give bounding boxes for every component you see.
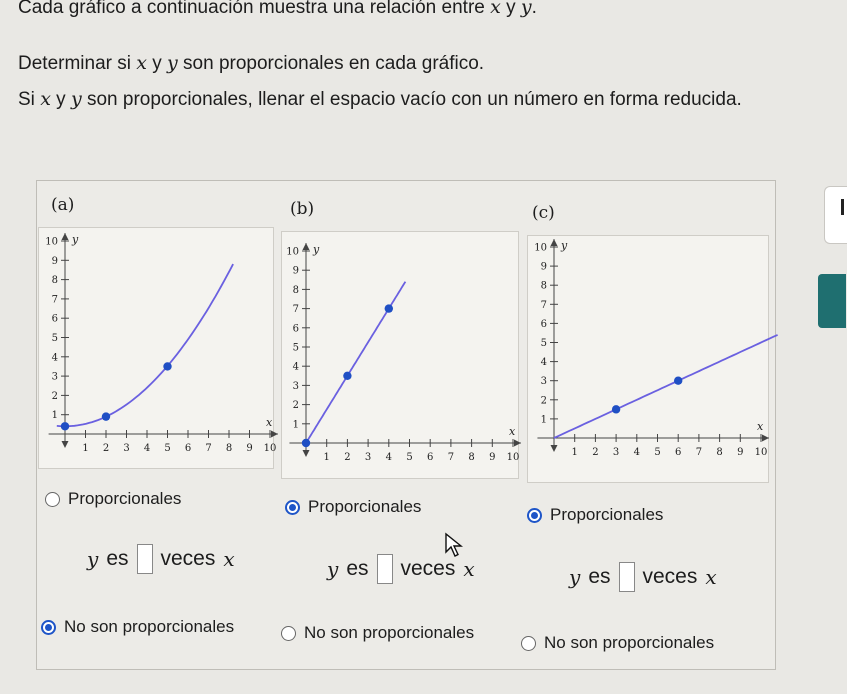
y-axis-arrow — [551, 239, 558, 246]
var-y: y — [70, 88, 82, 110]
var-x: x — [705, 565, 717, 589]
y-tick-label: 6 — [540, 318, 547, 330]
x-tick-label: 10 — [754, 447, 768, 458]
y-tick-label: 3 — [540, 376, 547, 388]
y-tick-label: 7 — [51, 294, 58, 306]
y-axis-down-arrow — [62, 441, 69, 448]
y-tick-label: 10 — [286, 246, 299, 258]
y-axis-down-arrow — [551, 445, 558, 452]
var-x: x — [463, 557, 475, 581]
sentence-b — [327, 554, 475, 584]
instruction-text: y — [50, 89, 71, 110]
x-tick-label: 5 — [406, 452, 413, 463]
y-axis-label: y — [72, 233, 79, 246]
x-tick-label: 8 — [468, 452, 475, 463]
instruction-text: Cada gráfico a continuación muestra una relación entre — [18, 0, 491, 18]
data-point — [61, 422, 69, 430]
instruction-text: Determinar si — [18, 53, 137, 74]
answer-input-c[interactable] — [619, 562, 635, 592]
data-point — [163, 362, 171, 370]
instruction-line-1 — [18, 0, 537, 19]
var-x: x — [490, 0, 501, 18]
y-tick-label: 9 — [51, 255, 58, 267]
x-tick-label: 2 — [592, 447, 599, 458]
instruction-line-3 — [18, 88, 742, 111]
x-tick-label: 7 — [205, 443, 212, 454]
x-tick-label: 3 — [123, 443, 130, 454]
bar-icon — [841, 199, 844, 215]
radio-label: No son proporcionales — [64, 617, 235, 636]
x-tick-label: 6 — [427, 452, 434, 463]
y-tick-label: 1 — [540, 414, 547, 426]
y-tick-label: 1 — [292, 419, 299, 431]
instruction-line-2 — [18, 52, 484, 75]
radio-circle[interactable] — [45, 492, 60, 507]
x-tick-label: 5 — [654, 447, 661, 458]
question-card — [36, 180, 776, 670]
y-axis-arrow — [62, 233, 69, 240]
word-es: es — [346, 557, 369, 580]
x-tick-label: 10 — [263, 443, 277, 454]
x-tick-label: 4 — [385, 452, 392, 463]
var-y: y — [569, 565, 581, 589]
y-tick-label: 6 — [292, 323, 299, 335]
answer-input-b[interactable] — [377, 554, 393, 584]
instruction-text: . — [531, 0, 537, 18]
x-tick-label: 9 — [246, 443, 253, 454]
radio-proportional-a[interactable] — [45, 489, 181, 509]
x-tick-label: 4 — [633, 447, 640, 458]
instruction-text: son proporcionales, llenar el espacio vacío con un número en forma reducida. — [81, 89, 742, 110]
radio-proportional-c[interactable] — [527, 505, 663, 525]
data-point — [385, 304, 393, 312]
y-tick-label: 9 — [540, 261, 547, 273]
radio-circle[interactable] — [281, 626, 296, 641]
data-point — [343, 372, 351, 380]
word-veces: veces — [400, 557, 456, 580]
radio-label: Proporcionales — [68, 489, 182, 508]
instruction-text: y — [500, 0, 521, 18]
y-tick-label: 7 — [540, 299, 547, 311]
y-axis-label: y — [561, 239, 568, 252]
x-tick-label: 9 — [489, 452, 496, 463]
data-point — [302, 439, 310, 447]
data-point — [102, 412, 110, 420]
y-tick-label: 8 — [292, 284, 299, 296]
x-axis-label: x — [757, 420, 764, 433]
y-axis-down-arrow — [303, 450, 310, 457]
side-panel-button[interactable] — [818, 274, 846, 328]
sentence-c — [569, 562, 717, 592]
var-x: x — [223, 547, 235, 571]
y-axis-arrow — [303, 243, 310, 250]
instruction-text: y — [146, 53, 168, 74]
var-x: x — [136, 52, 147, 74]
y-tick-label: 5 — [51, 333, 58, 344]
x-tick-label: 3 — [364, 452, 372, 463]
x-tick-label: 1 — [82, 443, 89, 454]
x-tick-label: 2 — [344, 452, 351, 463]
x-tick-label: 8 — [225, 443, 233, 454]
radio-not-proportional-c[interactable] — [521, 633, 714, 653]
instruction-text: son proporcionales en cada gráfico. — [177, 53, 485, 74]
y-tick-label: 10 — [45, 236, 58, 248]
y-tick-label: 3 — [51, 371, 58, 383]
x-axis-arrow — [514, 440, 521, 447]
answer-input-a[interactable] — [137, 544, 153, 574]
y-tick-label: 4 — [292, 361, 299, 373]
y-tick-label: 6 — [51, 313, 58, 325]
x-tick-label: 7 — [695, 447, 703, 458]
var-y: y — [87, 547, 99, 571]
y-tick-label: 2 — [51, 390, 58, 402]
x-tick-label: 5 — [164, 443, 171, 454]
graph-b — [281, 231, 519, 479]
y-tick-label: 5 — [292, 342, 299, 354]
graph-c — [527, 235, 769, 483]
y-tick-label: 1 — [51, 410, 58, 422]
var-y: y — [520, 0, 532, 18]
y-tick-label: 8 — [540, 280, 547, 292]
x-tick-label: 6 — [675, 447, 682, 458]
radio-label: Proporcionales — [550, 505, 664, 524]
x-tick-label: 7 — [447, 452, 455, 463]
y-tick-label: 2 — [540, 395, 547, 407]
var-y: y — [167, 52, 178, 74]
radio-label: Proporcionales — [308, 497, 422, 516]
radio-label: No son proporcionales — [304, 623, 475, 642]
y-tick-label: 7 — [292, 304, 299, 316]
x-axis-label: x — [266, 416, 273, 429]
x-axis-arrow — [762, 435, 769, 442]
y-tick-label: 2 — [292, 400, 299, 412]
y-tick-label: 3 — [292, 380, 299, 392]
var-y: y — [327, 557, 339, 581]
panel-label-c: (c) — [532, 203, 555, 223]
radio-proportional-b[interactable] — [285, 497, 421, 517]
panel-label-a: (a) — [51, 195, 75, 215]
graph-a — [38, 227, 277, 469]
y-tick-label: 10 — [534, 242, 547, 254]
x-tick-label: 1 — [323, 452, 330, 463]
side-tab[interactable] — [824, 186, 847, 244]
x-tick-label: 4 — [143, 443, 151, 454]
series-line — [554, 335, 778, 438]
radio-circle[interactable] — [285, 500, 300, 515]
radio-circle[interactable] — [527, 508, 542, 523]
word-veces: veces — [160, 547, 216, 570]
radio-not-proportional-a[interactable] — [41, 617, 234, 637]
y-tick-label: 9 — [292, 265, 299, 277]
x-tick-label: 6 — [184, 443, 192, 454]
series-line — [57, 264, 233, 426]
var-x: x — [40, 88, 51, 110]
sentence-a — [87, 544, 235, 574]
instruction-text: Si — [18, 89, 41, 110]
word-veces: veces — [642, 565, 698, 588]
x-tick-label: 3 — [612, 447, 620, 458]
x-tick-label: 1 — [571, 447, 578, 458]
y-tick-label: 4 — [51, 352, 58, 364]
x-tick-label: 9 — [737, 447, 744, 458]
radio-label: No son proporcionales — [544, 633, 715, 652]
y-tick-label: 8 — [51, 275, 58, 287]
x-axis-label: x — [509, 425, 516, 438]
word-es: es — [106, 547, 129, 570]
radio-circle[interactable] — [41, 620, 56, 635]
panel-label-b: (b) — [290, 199, 315, 219]
x-tick-label: 2 — [102, 443, 110, 454]
data-point — [674, 377, 682, 385]
data-point — [612, 405, 620, 413]
y-tick-label: 4 — [540, 357, 547, 369]
x-axis-arrow — [271, 431, 278, 438]
y-tick-label: 5 — [540, 338, 547, 349]
radio-not-proportional-b[interactable] — [281, 623, 474, 643]
x-tick-label: 8 — [716, 447, 723, 458]
radio-circle[interactable] — [521, 636, 536, 651]
mouse-cursor-icon — [444, 532, 464, 558]
word-es: es — [588, 565, 611, 588]
y-axis-label: y — [313, 243, 320, 256]
x-tick-label: 10 — [506, 452, 520, 463]
